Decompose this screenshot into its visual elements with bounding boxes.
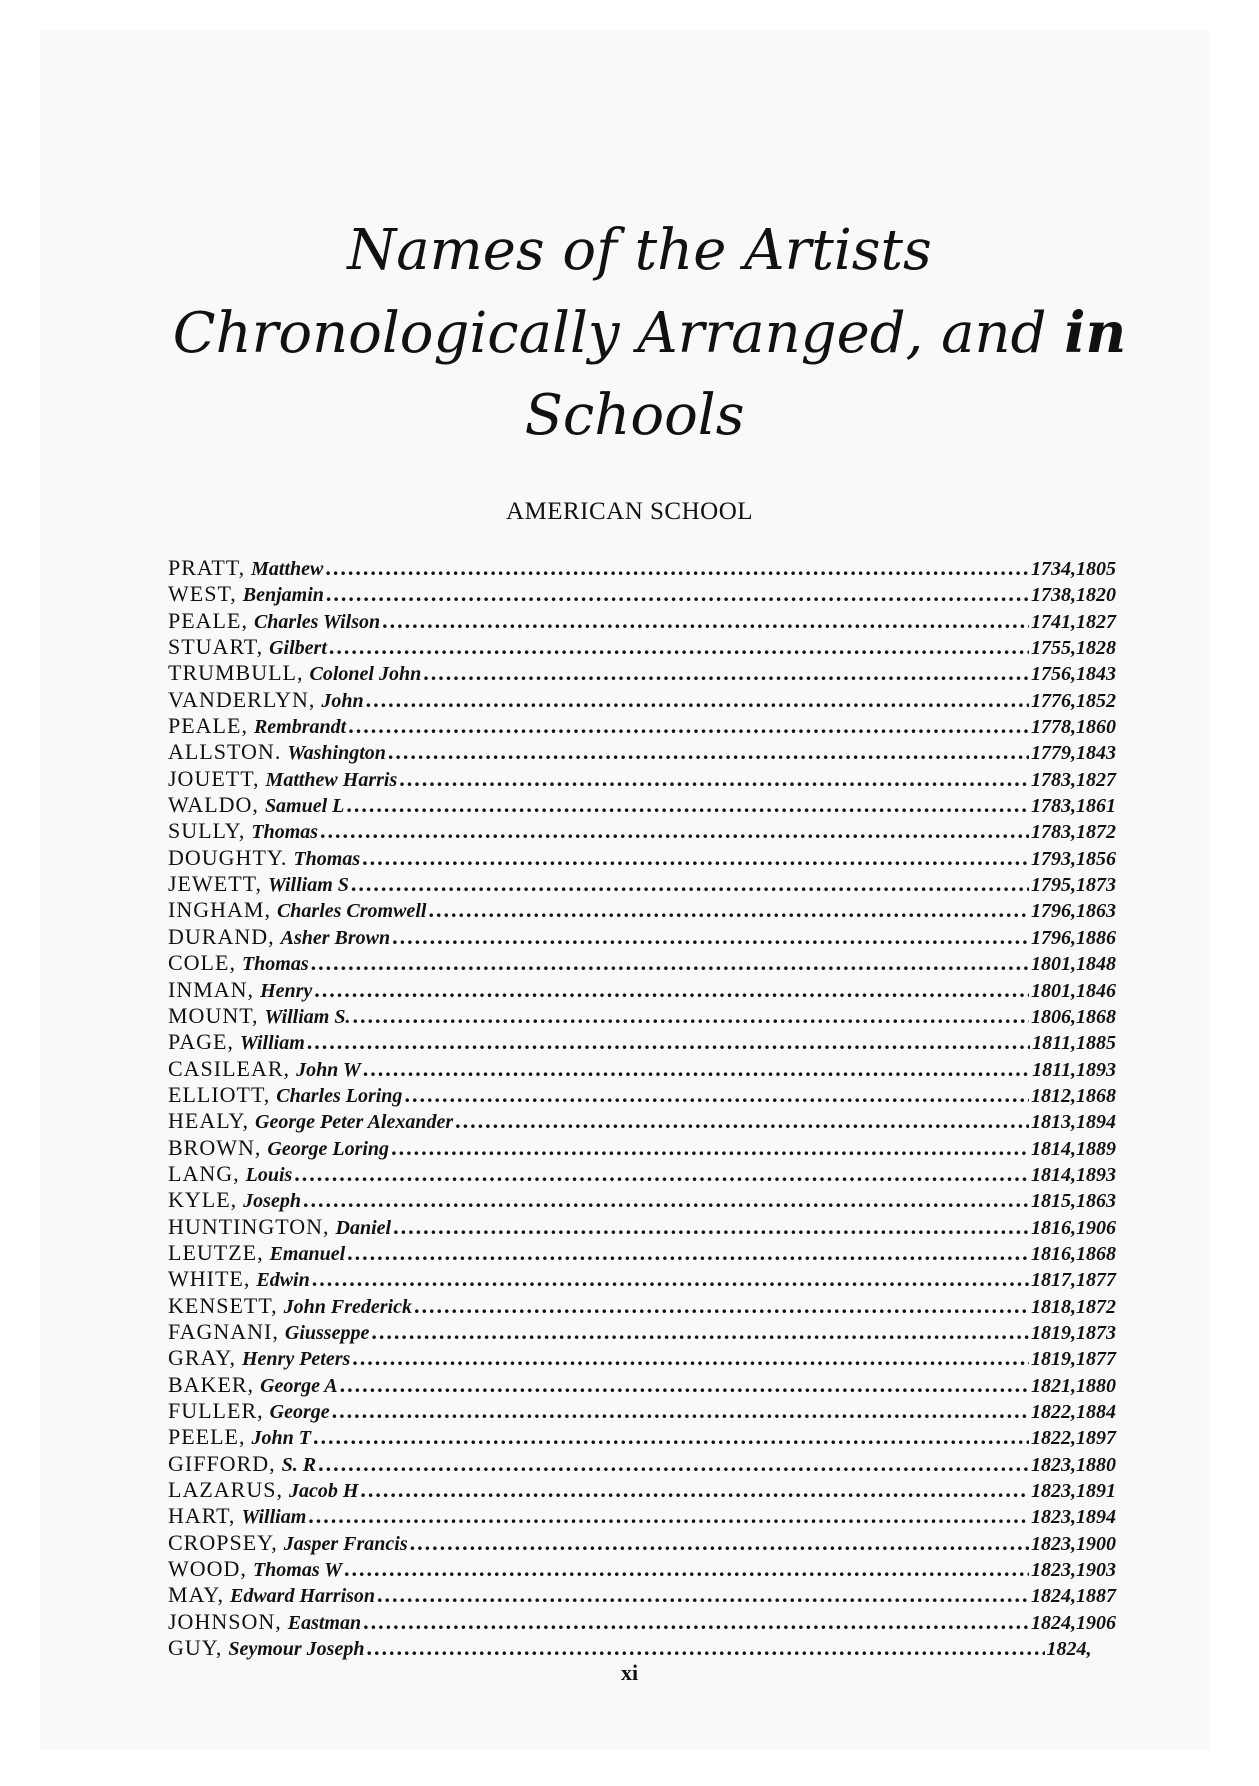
artist-given-name: Rembrandt (253, 716, 347, 739)
artist-surname: VANDERLYN, (168, 686, 316, 712)
death-year: 1894 (1076, 1506, 1116, 1529)
artist-given-name: Louis (245, 1163, 293, 1186)
dot-leader (344, 1556, 1029, 1582)
artist-surname: LEUTZE, (168, 1239, 264, 1265)
list-item (168, 1135, 1116, 1161)
artist-given-name: William S. (264, 1005, 351, 1028)
artist-given-name: William (239, 1032, 305, 1055)
list-item (168, 1082, 1116, 1108)
artist-surname: FAGNANI, (168, 1318, 279, 1344)
artist-surname: BAKER, (168, 1371, 255, 1397)
list-item (168, 1424, 1116, 1450)
title-line-2-in: in (1064, 300, 1127, 366)
artist-surname: PAGE, (168, 1029, 234, 1055)
dot-leader (340, 1372, 1029, 1398)
birth-year: 1821, (1031, 1374, 1076, 1397)
birth-year: 1801, (1031, 953, 1076, 976)
artist-given-name: Samuel L (264, 795, 345, 818)
artist-given-name: Charles Wilson (253, 610, 381, 633)
death-year: 1889 (1076, 1137, 1116, 1160)
artist-given-name: Washington (287, 742, 386, 765)
artist-given-name: Thomas W (252, 1559, 343, 1582)
list-item (168, 871, 1116, 897)
birth-year: 1817, (1031, 1269, 1076, 1292)
list-item (168, 555, 1116, 581)
dot-leader (363, 1609, 1029, 1635)
artist-surname: GIFFORD, (168, 1450, 276, 1476)
artist-given-name: Jacob H (288, 1480, 359, 1503)
birth-year: 1823, (1031, 1480, 1076, 1503)
dot-leader (352, 1345, 1029, 1371)
artist-surname: PEELE, (168, 1424, 246, 1450)
list-item (168, 1240, 1116, 1266)
death-year: 1868 (1076, 1084, 1116, 1107)
artist-surname: MAY, (168, 1582, 224, 1608)
list-item (168, 1530, 1116, 1556)
page-number: xi (620, 1660, 639, 1685)
artist-surname: HART, (168, 1503, 236, 1529)
dot-leader (404, 1082, 1029, 1108)
death-year: 1843 (1076, 663, 1116, 686)
artist-given-name: John T (251, 1427, 311, 1450)
artist-surname: INMAN, (168, 976, 255, 1002)
artist-given-name: William (241, 1506, 307, 1529)
birth-year: 1801, (1031, 979, 1076, 1002)
list-item (168, 739, 1116, 765)
artist-given-name: Giusseppe (284, 1321, 370, 1344)
list-item (168, 1293, 1116, 1319)
death-year: 1880 (1076, 1453, 1116, 1476)
artist-given-name: Eastman (287, 1611, 362, 1634)
artist-surname: DURAND, (168, 923, 275, 949)
death-year: 1873 (1076, 874, 1116, 897)
title-line-2 (0, 292, 1259, 375)
death-year: 1894 (1076, 1111, 1116, 1134)
dot-leader (329, 634, 1029, 660)
death-year: 1856 (1076, 847, 1116, 870)
list-item (168, 845, 1116, 871)
artist-given-name: Henry Peters (241, 1348, 351, 1371)
dot-leader (382, 608, 1029, 634)
artist-given-name: Gilbert (269, 637, 327, 660)
dot-leader (313, 1424, 1029, 1450)
artist-given-name: Matthew Harris (265, 768, 398, 791)
death-year: 1877 (1076, 1348, 1116, 1371)
death-year: 1863 (1076, 1190, 1116, 1213)
death-year: 1872 (1076, 821, 1116, 844)
dot-leader (392, 924, 1029, 950)
list-item (168, 1345, 1116, 1371)
artist-given-name: Jasper Francis (283, 1532, 408, 1555)
artist-surname: PRATT, (168, 555, 246, 580)
birth-year: 1795, (1031, 874, 1076, 897)
death-year: 1861 (1076, 795, 1116, 818)
death-year: 1805 (1076, 558, 1116, 580)
dot-leader (393, 1214, 1029, 1240)
section-heading: AMERICAN SCHOOL (505, 498, 754, 525)
birth-year: 1778, (1031, 716, 1076, 739)
artist-surname: ALLSTON. (168, 739, 282, 765)
birth-year: 1811, (1032, 1032, 1076, 1055)
dot-leader (366, 1635, 1044, 1661)
birth-year: 1738, (1031, 584, 1076, 607)
death-year: 1893 (1076, 1058, 1116, 1081)
artist-surname: CROPSEY, (168, 1529, 278, 1555)
birth-year: 1822, (1031, 1401, 1076, 1423)
dot-leader (303, 1187, 1029, 1213)
artist-given-name: John (321, 689, 364, 712)
artist-given-name: George A (260, 1374, 338, 1397)
death-year: 1868 (1076, 1005, 1116, 1028)
birth-year: 1812, (1031, 1084, 1076, 1107)
list-item (168, 713, 1116, 739)
birth-year: 1823, (1031, 1559, 1076, 1582)
artist-surname: WALDO, (168, 792, 259, 818)
list-item (168, 1319, 1116, 1345)
dot-leader (399, 766, 1029, 792)
artist-surname: JOHNSON, (168, 1608, 282, 1634)
list-item (168, 897, 1116, 923)
dot-leader (326, 581, 1029, 607)
dot-leader (388, 739, 1029, 765)
artist-surname: LANG, (168, 1160, 240, 1186)
list-item (168, 1161, 1116, 1187)
list-item (168, 924, 1116, 950)
birth-year: 1741, (1031, 610, 1076, 633)
dot-leader (352, 1003, 1029, 1029)
birth-year: 1823, (1031, 1506, 1076, 1529)
artist-given-name: Matthew (251, 558, 324, 580)
artist-given-name: Henry (260, 979, 313, 1002)
dot-leader (351, 871, 1029, 897)
birth-year: 1816, (1031, 1216, 1076, 1239)
dot-leader (423, 660, 1029, 686)
death-year: 1906 (1076, 1216, 1116, 1239)
artist-given-name: S. R (281, 1453, 317, 1476)
death-year: 1827 (1076, 610, 1116, 633)
title-line-3: Schools (524, 383, 745, 448)
birth-year: 1822, (1031, 1427, 1076, 1450)
artist-surname: TRUMBULL, (168, 660, 304, 686)
birth-year: 1813, (1031, 1111, 1076, 1134)
list-item (168, 1398, 1116, 1424)
birth-year: 1783, (1031, 795, 1076, 818)
death-year: 1827 (1076, 768, 1116, 791)
artist-given-name: John Frederick (283, 1295, 412, 1318)
list-item (168, 1635, 1116, 1661)
birth-year: 1793, (1031, 847, 1076, 870)
death-year: 1891 (1076, 1480, 1116, 1503)
dot-leader (348, 713, 1029, 739)
death-year: 1886 (1076, 926, 1116, 949)
birth-year: 1824, (1031, 1585, 1076, 1608)
artist-given-name: William S (267, 874, 349, 897)
artist-given-name: Thomas (293, 847, 361, 870)
artist-given-name: Charles Loring (276, 1084, 403, 1107)
dot-leader (428, 897, 1029, 923)
death-year: 1897 (1076, 1427, 1116, 1450)
death-year: 1852 (1076, 689, 1116, 712)
artist-surname: WOOD, (168, 1556, 247, 1582)
artist-given-name: Thomas (241, 953, 309, 976)
death-year: 1906 (1076, 1611, 1116, 1634)
artist-given-name: Joseph (243, 1190, 301, 1213)
dot-leader (311, 950, 1029, 976)
artist-surname: CASILEAR, (168, 1055, 291, 1081)
dot-leader (307, 1029, 1030, 1055)
artist-surname: HUNTINGTON, (168, 1213, 330, 1239)
list-item (168, 766, 1116, 792)
birth-year: 1814, (1031, 1163, 1076, 1186)
dot-leader (360, 1477, 1029, 1503)
birth-year: 1796, (1031, 900, 1076, 923)
artist-surname: MOUNT, (168, 1002, 259, 1028)
artist-surname: INGHAM, (168, 897, 271, 923)
artist-surname: ELLIOTT, (168, 1081, 271, 1107)
artist-surname: PEALE, (168, 713, 248, 739)
list-item (168, 1003, 1116, 1029)
death-year: 1863 (1076, 900, 1116, 923)
artist-given-name: Daniel (335, 1216, 392, 1239)
title-line-1: Names of the Artists (347, 218, 932, 283)
artist-surname: GUY, (168, 1635, 223, 1661)
artist-surname: HEALY, (168, 1108, 250, 1134)
artist-surname: WEST, (168, 581, 237, 607)
artist-surname: BROWN, (168, 1134, 262, 1160)
death-year: 1877 (1076, 1269, 1116, 1292)
artist-given-name: Emanuel (269, 1242, 346, 1265)
birth-year: 1734, (1031, 558, 1076, 580)
birth-year: 1806, (1031, 1005, 1076, 1028)
artist-given-name: Edward Harrison (229, 1585, 376, 1608)
list-item (168, 1029, 1116, 1055)
death-year: 1900 (1076, 1532, 1116, 1555)
artist-surname: JEWETT, (168, 871, 262, 897)
dot-leader (312, 1266, 1029, 1292)
birth-year: 1824, (1031, 1611, 1076, 1634)
dot-leader (332, 1398, 1029, 1424)
artist-given-name: George Peter Alexander (255, 1111, 454, 1134)
artist-given-name: Edwin (256, 1269, 310, 1292)
list-item (168, 1372, 1116, 1398)
dot-leader (314, 977, 1029, 1003)
artist-given-name: Colonel John (309, 663, 422, 686)
list-item (168, 1609, 1116, 1635)
list-item (168, 977, 1116, 1003)
birth-year: 1819, (1031, 1348, 1076, 1371)
birth-year: 1776, (1031, 689, 1076, 712)
birth-year: 1816, (1031, 1242, 1076, 1265)
dot-leader (377, 1582, 1029, 1608)
dot-leader (294, 1161, 1029, 1187)
list-item (168, 687, 1116, 713)
death-year: 1885 (1076, 1032, 1116, 1055)
artist-surname: KENSETT, (168, 1292, 278, 1318)
dot-leader (325, 555, 1029, 581)
dot-leader (455, 1108, 1029, 1134)
list-item (168, 1582, 1116, 1608)
list-item (168, 1503, 1116, 1529)
birth-year: 1815, (1031, 1190, 1076, 1213)
list-item (168, 608, 1116, 634)
dot-leader (318, 1451, 1029, 1477)
death-year: 1828 (1076, 637, 1116, 660)
dot-leader (363, 1056, 1030, 1082)
list-item (168, 1266, 1116, 1292)
birth-year: 1779, (1031, 742, 1076, 765)
artist-given-name: John W (296, 1058, 361, 1081)
dot-leader (371, 1319, 1029, 1345)
dot-leader (308, 1503, 1029, 1529)
artist-surname: JOUETT, (168, 765, 260, 791)
death-year: 1820 (1076, 584, 1116, 607)
artist-given-name: George Loring (267, 1137, 390, 1160)
artist-surname: COLE, (168, 950, 236, 976)
artist-given-name: George (269, 1401, 330, 1423)
list-item (168, 950, 1116, 976)
death-year: 1843 (1076, 742, 1116, 765)
list-item (168, 818, 1116, 844)
list-item (168, 1556, 1116, 1582)
death-year: 1868 (1076, 1242, 1116, 1265)
list-item (168, 792, 1116, 818)
artist-surname: FULLER, (168, 1398, 264, 1423)
artist-surname: SULLY, (168, 818, 246, 844)
dot-leader (414, 1293, 1029, 1319)
artist-surname: KYLE, (168, 1187, 238, 1213)
dot-leader (346, 792, 1029, 818)
birth-year: 1811, (1032, 1058, 1076, 1081)
artist-surname: GRAY, (168, 1345, 236, 1371)
artist-given-name: Thomas (251, 821, 319, 844)
list-item (168, 1187, 1116, 1213)
dot-leader (391, 1135, 1029, 1161)
list-item (168, 1056, 1116, 1082)
birth-year: 1823, (1031, 1532, 1076, 1555)
birth-year: 1814, (1031, 1137, 1076, 1160)
list-item (168, 1214, 1116, 1240)
birth-year: 1823, (1031, 1453, 1076, 1476)
death-year: 1872 (1076, 1295, 1116, 1318)
artist-surname: DOUGHTY. (168, 844, 288, 870)
artist-surname: LAZARUS, (168, 1477, 283, 1503)
dot-leader (347, 1240, 1029, 1266)
artist-surname: WHITE, (168, 1266, 251, 1292)
death-year: 1887 (1076, 1585, 1116, 1608)
artist-given-name: Asher Brown (280, 926, 391, 949)
death-year: 1873 (1076, 1321, 1116, 1344)
artist-given-name: Charles Cromwell (276, 900, 427, 923)
birth-year: 1818, (1031, 1295, 1076, 1318)
artist-list (168, 555, 1116, 1661)
list-item (168, 1451, 1116, 1477)
artist-given-name: Benjamin (242, 584, 324, 607)
dot-leader (320, 818, 1029, 844)
artist-given-name: Seymour Joseph (228, 1638, 365, 1661)
artist-surname: PEALE, (168, 607, 248, 633)
birth-year: 1783, (1031, 768, 1076, 791)
death-year: 1884 (1076, 1401, 1116, 1423)
birth-year: 1824, (1046, 1638, 1092, 1661)
birth-year: 1756, (1031, 663, 1076, 686)
list-item (168, 1477, 1116, 1503)
page-title (0, 210, 1259, 457)
birth-year: 1796, (1031, 926, 1076, 949)
list-item (168, 634, 1116, 660)
birth-year: 1755, (1031, 637, 1076, 660)
death-year: 1848 (1076, 953, 1116, 976)
list-item (168, 581, 1116, 607)
birth-year: 1783, (1031, 821, 1076, 844)
death-year: 1846 (1076, 979, 1116, 1002)
list-item (168, 1108, 1116, 1134)
death-year: 1880 (1076, 1374, 1116, 1397)
dot-leader (410, 1530, 1029, 1556)
list-item (168, 660, 1116, 686)
death-year: 1893 (1076, 1163, 1116, 1186)
dot-leader (366, 687, 1029, 713)
death-year: 1903 (1076, 1559, 1116, 1582)
birth-year: 1819, (1031, 1321, 1076, 1344)
dot-leader (362, 845, 1029, 871)
title-line-2-main: Chronologically Arranged, and (172, 301, 1047, 366)
death-year: 1860 (1076, 716, 1116, 739)
artist-surname: STUART, (168, 634, 264, 660)
